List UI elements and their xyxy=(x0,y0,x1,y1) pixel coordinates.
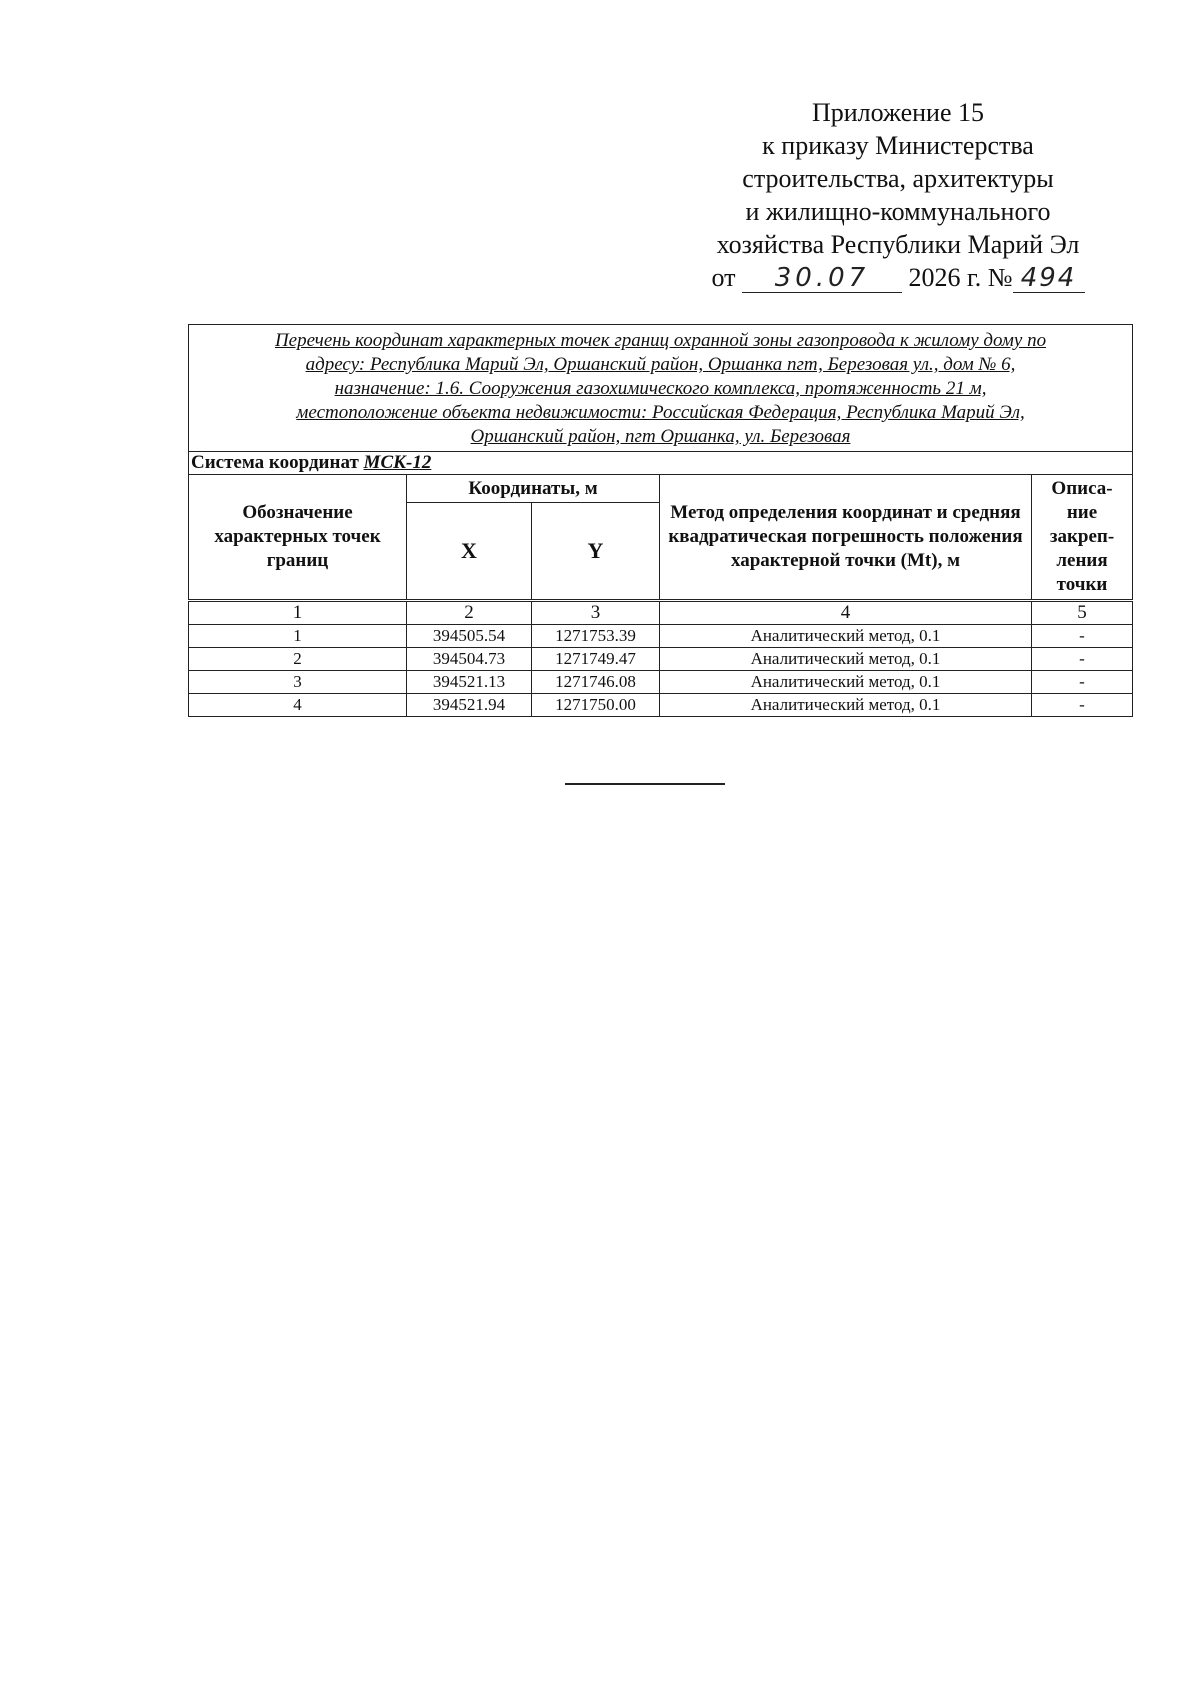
table-caption xyxy=(189,325,1133,452)
desc-header-line: ние xyxy=(1066,502,1098,523)
col-header-y: Y xyxy=(532,503,660,601)
coordinate-system-label: Система координат xyxy=(191,452,359,473)
table-row xyxy=(189,625,1133,648)
desc-header-line: закреп- xyxy=(1049,526,1115,547)
col-header-coords: Координаты, м xyxy=(407,475,660,503)
desc-header-line: ления xyxy=(1056,550,1108,571)
end-divider xyxy=(565,783,725,785)
caption-line: адресу: Республика Марий Эл, Оршанский район, Оршанка пгт, Березовая ул., дом № 6, xyxy=(305,354,1016,375)
column-number: 2 xyxy=(407,601,532,625)
x-value: 394504.73 xyxy=(407,648,532,671)
description-value: - xyxy=(1032,671,1133,694)
year-text: 2026 г. № xyxy=(908,263,1013,292)
description-value: - xyxy=(1032,648,1133,671)
description-value: - xyxy=(1032,625,1133,648)
coordinate-system-value: МСК-12 xyxy=(363,452,432,473)
appendix-header xyxy=(688,96,1108,294)
caption-line: Оршанский район, пгт Оршанка, ул. Березовая xyxy=(470,426,851,447)
method-value: Аналитический метод, 0.1 xyxy=(660,694,1032,717)
column-number: 3 xyxy=(532,601,660,625)
description-value: - xyxy=(1032,694,1133,717)
column-number-row xyxy=(189,601,1133,625)
table-row xyxy=(189,694,1133,717)
y-value: 1271746.08 xyxy=(532,671,660,694)
desc-header-line: точки xyxy=(1056,574,1108,595)
x-value: 394521.94 xyxy=(407,694,532,717)
y-value: 1271753.39 xyxy=(532,625,660,648)
column-number: 4 xyxy=(660,601,1032,625)
table-row xyxy=(189,648,1133,671)
appendix-line: Приложение 15 xyxy=(811,98,985,127)
appendix-line: и жилищно-коммунального xyxy=(745,197,1051,226)
caption-line: назначение: 1.6. Сооружения газохимического комплекса, протяженность 21 м, xyxy=(334,378,987,399)
handwritten-order-number: 494 xyxy=(1013,264,1085,293)
col-header-x: X xyxy=(407,503,532,601)
caption-line: Перечень координат характерных точек границ охранной зоны газопровода к жилому дому по xyxy=(274,330,1047,351)
point-id: 4 xyxy=(189,694,407,717)
col-header-point: Обозначение характерных точек границ xyxy=(189,475,407,601)
appendix-line: строительства, архитектуры xyxy=(742,164,1054,193)
method-value: Аналитический метод, 0.1 xyxy=(660,648,1032,671)
order-date-line xyxy=(688,261,1108,294)
method-value: Аналитический метод, 0.1 xyxy=(660,671,1032,694)
date-prefix: от xyxy=(711,263,736,292)
point-id: 3 xyxy=(189,671,407,694)
y-value: 1271749.47 xyxy=(532,648,660,671)
y-value: 1271750.00 xyxy=(532,694,660,717)
handwritten-date: 30.07 xyxy=(742,264,902,293)
appendix-line: хозяйства Республики Марий Эл xyxy=(716,230,1080,259)
column-number: 1 xyxy=(189,601,407,625)
col-header-description xyxy=(1032,475,1133,601)
point-id: 2 xyxy=(189,648,407,671)
coordinate-system-row xyxy=(189,452,1133,475)
x-value: 394505.54 xyxy=(407,625,532,648)
table-row xyxy=(189,671,1133,694)
method-value: Аналитический метод, 0.1 xyxy=(660,625,1032,648)
col-header-method: Метод определения координат и средняя квадратическая погрешность положения характерной точки (Mt), м xyxy=(660,475,1032,601)
x-value: 394521.13 xyxy=(407,671,532,694)
column-number: 5 xyxy=(1032,601,1133,625)
point-id: 1 xyxy=(189,625,407,648)
appendix-line: к приказу Министерства xyxy=(762,131,1034,160)
desc-header-line: Описа- xyxy=(1051,478,1113,499)
caption-line: местоположение объекта недвижимости: Российская Федерация, Республика Марий Эл, xyxy=(296,402,1025,423)
coordinates-table xyxy=(188,324,1133,717)
